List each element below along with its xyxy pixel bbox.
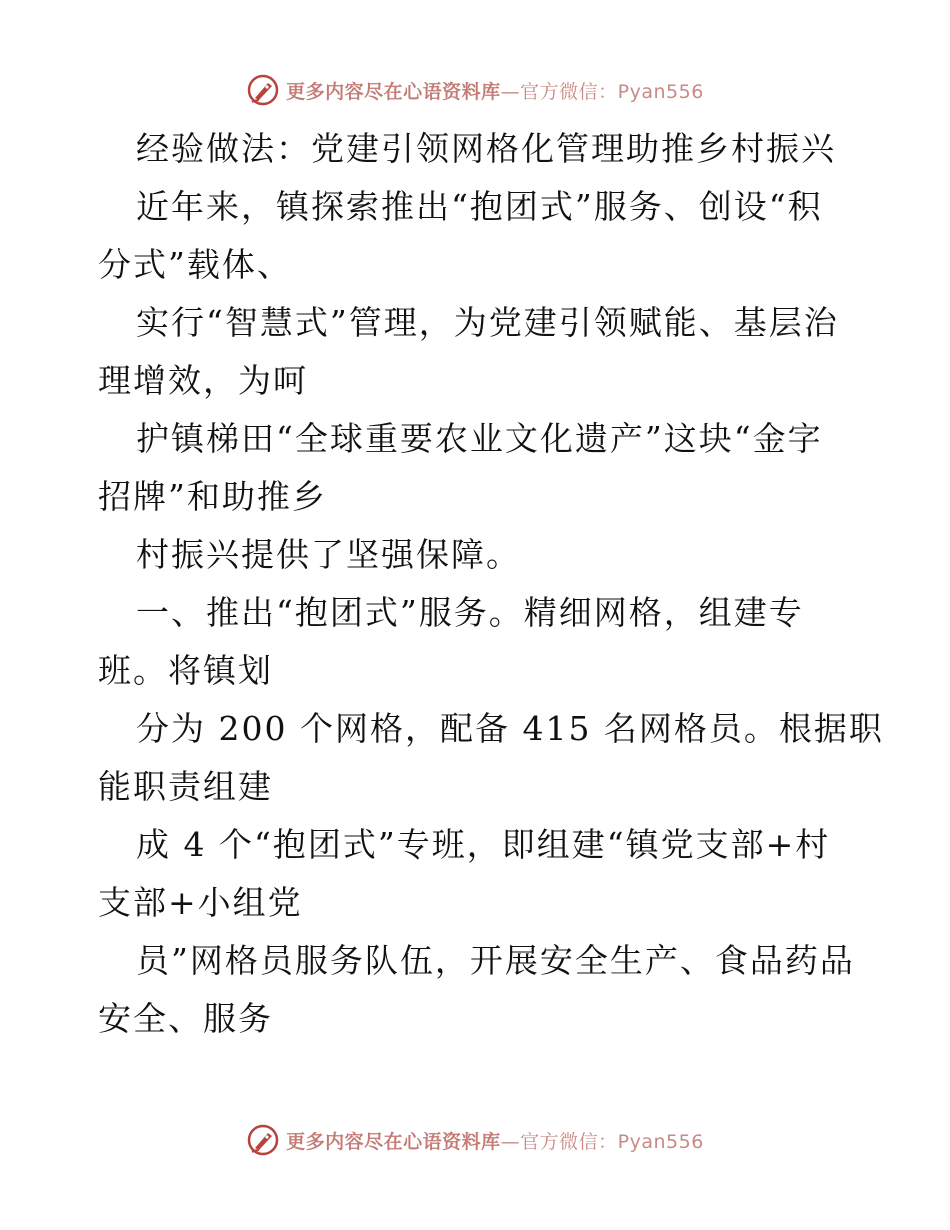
text-line: 支部+小组党 (98, 883, 303, 922)
text-line: 护镇梯田“全球重要农业文化遗产”这块“金字 (136, 419, 823, 458)
text-line: 员”网格员服务队伍，开展安全生产、食品药品 (136, 941, 855, 980)
watermark-dash: — (500, 1130, 521, 1153)
text-line: 实行“智慧式”管理，为党建引领赋能、基层治 (136, 303, 839, 342)
text-line: 班。将镇划 (98, 651, 273, 690)
watermark-footer (0, 1120, 950, 1160)
pen-nib-circle-logo-icon (246, 73, 280, 107)
text-line: 安全、服务 (98, 999, 273, 1038)
watermark-header (0, 70, 950, 110)
watermark-text (286, 77, 704, 104)
watermark-brand: 更多内容尽在心语资料库 (286, 80, 501, 103)
text-line: 成 4 个“抱团式”专班，即组建“镇党支部+村 (136, 825, 831, 864)
watermark-dash: — (500, 80, 521, 103)
text-line: 招牌”和助推乡 (98, 477, 327, 516)
watermark-wechat: 官方微信：Pyan556 (520, 80, 704, 103)
text-line: 分为 200 个网格，配备 415 名网格员。根据职 (136, 709, 884, 748)
text-line: 经验做法：党建引领网格化管理助推乡村振兴 (136, 129, 836, 168)
watermark-brand: 更多内容尽在心语资料库 (286, 1130, 501, 1153)
document-body (98, 120, 884, 1048)
pen-nib-circle-logo-icon (246, 1123, 280, 1157)
text-line: 一、推出“抱团式”服务。精细网格，组建专 (136, 593, 804, 632)
text-line: 近年来，镇探索推出“抱团式”服务、创设“积 (136, 187, 823, 226)
text-line: 村振兴提供了坚强保障。 (136, 535, 521, 574)
watermark-wechat: 官方微信：Pyan556 (520, 1130, 704, 1153)
text-line: 能职责组建 (98, 767, 273, 806)
text-line: 理增效，为呵 (98, 361, 308, 400)
watermark-text (286, 1127, 704, 1154)
text-line: 分式”载体、 (98, 245, 292, 284)
